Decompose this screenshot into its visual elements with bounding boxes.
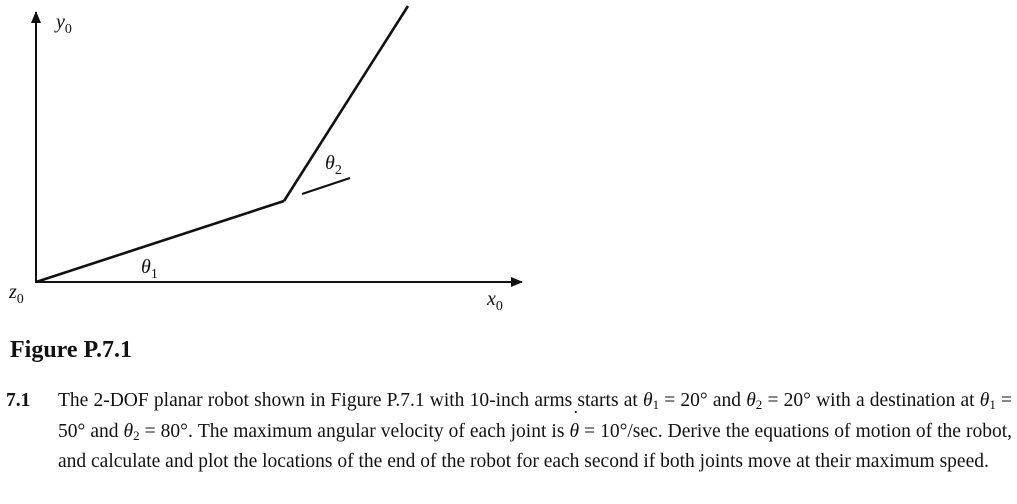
theta1-label: $\theta_1$ (141, 256, 158, 282)
arm-link-1 (36, 201, 284, 282)
theta-dot-symbol: ˙ θ (569, 419, 579, 446)
theta2-label: $\theta_2$ (325, 152, 342, 178)
figure-caption: Figure P.7.1 (10, 337, 133, 363)
problem-number: 7.1 (6, 390, 31, 411)
problem-statement (6, 388, 1012, 476)
y-axis-label: $y_0$ (56, 11, 72, 37)
theta2-reference-line (302, 178, 350, 194)
arm-link-2 (284, 6, 408, 201)
origin-label: $z_0$ (9, 281, 24, 307)
problem-text: The 2-DOF planar robot shown in Figure P.7.1 with 10-inch arms starts at θ1 = 20° and θ2 = 20° with a destination at θ1 = 50° and θ2 = 80°. The maximum angular velocity of each joint is ˙ θ = 10°/sec. Derive the equations of motion of the robot, and calculate and plot the locations of the end of the robot for each second if both joints move at their maximum speed. (58, 388, 1012, 476)
x-axis-label: $x_0$ (487, 288, 503, 314)
